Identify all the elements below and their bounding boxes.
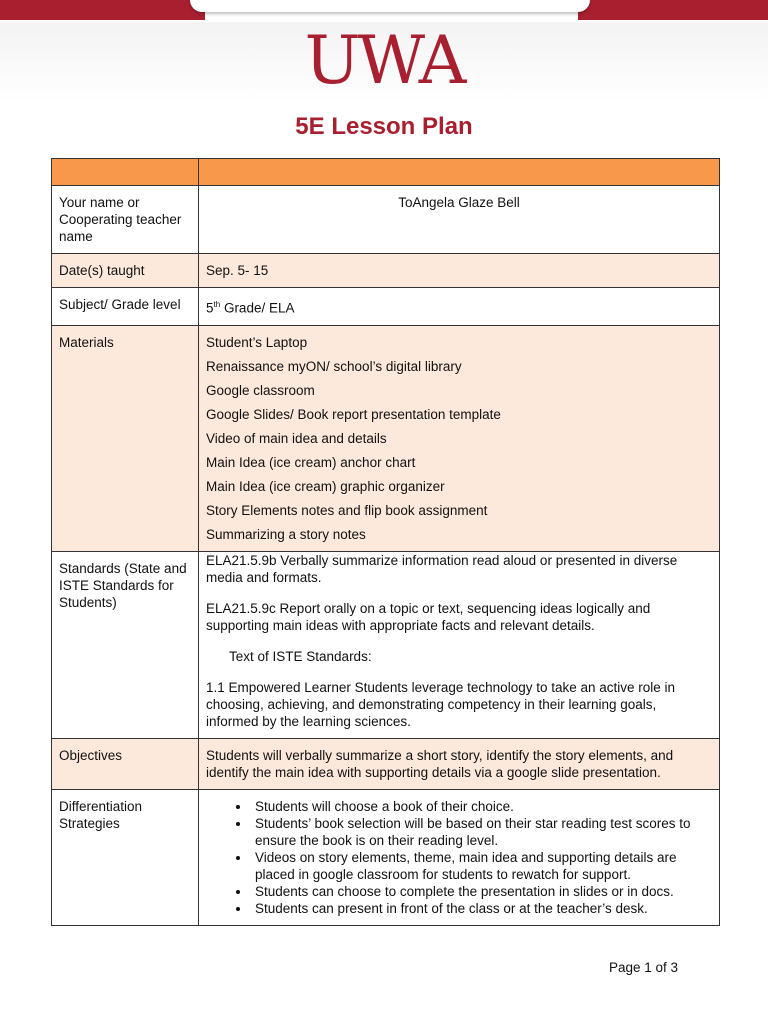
name-value: ToAngela Glaze Bell [199, 186, 720, 254]
differentiation-label: Differentiation Strategies [52, 789, 199, 925]
standard-ela-9b: ELA21.5.9b Verbally summarize information read aloud or presented in diverse media and formats. [206, 552, 678, 585]
differentiation-item: • Videos on story elements, theme, main idea and supporting details are placed in google classroom for students to rewatch for support. [251, 849, 712, 883]
differentiation-list [206, 798, 712, 917]
iste-heading: Text of ISTE Standards: [229, 648, 372, 664]
lesson-plan-table [51, 158, 720, 926]
row-dates [52, 254, 720, 288]
standards-label: Standards (State and ISTE Standards for Students) [52, 551, 199, 738]
objectives-label: Objectives [52, 738, 199, 789]
material-item: Google Slides/ Book report presentation template [206, 406, 501, 422]
standards-content [199, 551, 720, 738]
row-differentiation [52, 789, 720, 925]
differentiation-item: • Students can choose to complete the presentation in slides or in docs. [251, 883, 712, 900]
row-name [52, 186, 720, 254]
differentiation-item: • Students will choose a book of their choice. [251, 798, 712, 815]
objectives-value: Students will verbally summarize a short story, identify the story elements, and identify the main idea with supporting details via a google slide presentation. [199, 738, 720, 789]
name-label: Your name or Cooperating teacher name [52, 186, 199, 254]
differentiation-content [199, 789, 720, 925]
header-cell-left [52, 159, 199, 186]
top-band-right [578, 0, 768, 20]
material-item: Google classroom [206, 382, 315, 398]
material-item: Story Elements notes and flip book assignment [206, 502, 488, 518]
material-item: Main Idea (ice cream) anchor chart [206, 454, 416, 470]
material-item: Video of main idea and details [206, 430, 387, 446]
differentiation-item: • Students can present in front of the class or at the teacher’s desk. [251, 900, 712, 917]
top-band [0, 0, 768, 22]
row-materials [52, 325, 720, 551]
header-cell-right [199, 159, 720, 186]
standard-ela-9c: ELA21.5.9c Report orally on a topic or text, sequencing ideas logically and supporting main ideas with appropriate facts and relevant details. [206, 600, 651, 633]
material-item: Student’s Laptop [206, 334, 308, 350]
grade-number: 5 [206, 300, 214, 316]
top-band-notch [190, 0, 590, 12]
material-item: Renaissance myON/ school’s digital library [206, 358, 462, 374]
differentiation-item: • Students’ book selection will be based on their star reading test scores to ensure the book is on their reading level. [251, 815, 712, 849]
page-title: 5E Lesson Plan [295, 113, 473, 140]
standard-iste-1-1: 1.1 Empowered Learner Students leverage technology to take an active role in choosing, achieving, and demonstrating competency in their learning goals, informed by the learning sciences. [206, 679, 676, 729]
grade-suffix: th [213, 300, 221, 309]
dates-value: Sep. 5- 15 [199, 254, 720, 288]
material-item: Main Idea (ice cream) graphic organizer [206, 478, 445, 494]
table-header-row [52, 159, 720, 186]
material-item: Summarizing a story notes [206, 526, 366, 542]
materials-label: Materials [52, 325, 199, 551]
row-subject [52, 288, 720, 326]
row-objectives [52, 738, 720, 789]
page-number: Page 1 of 3 [608, 960, 678, 975]
uwa-logo: UWA [304, 22, 464, 99]
top-band-left [0, 0, 205, 20]
materials-list [199, 325, 720, 551]
grade-rest: Grade/ ELA [220, 300, 295, 316]
dates-label: Date(s) taught [52, 254, 199, 288]
subject-label: Subject/ Grade level [52, 288, 199, 326]
row-standards [52, 551, 720, 738]
subject-value [199, 288, 720, 326]
